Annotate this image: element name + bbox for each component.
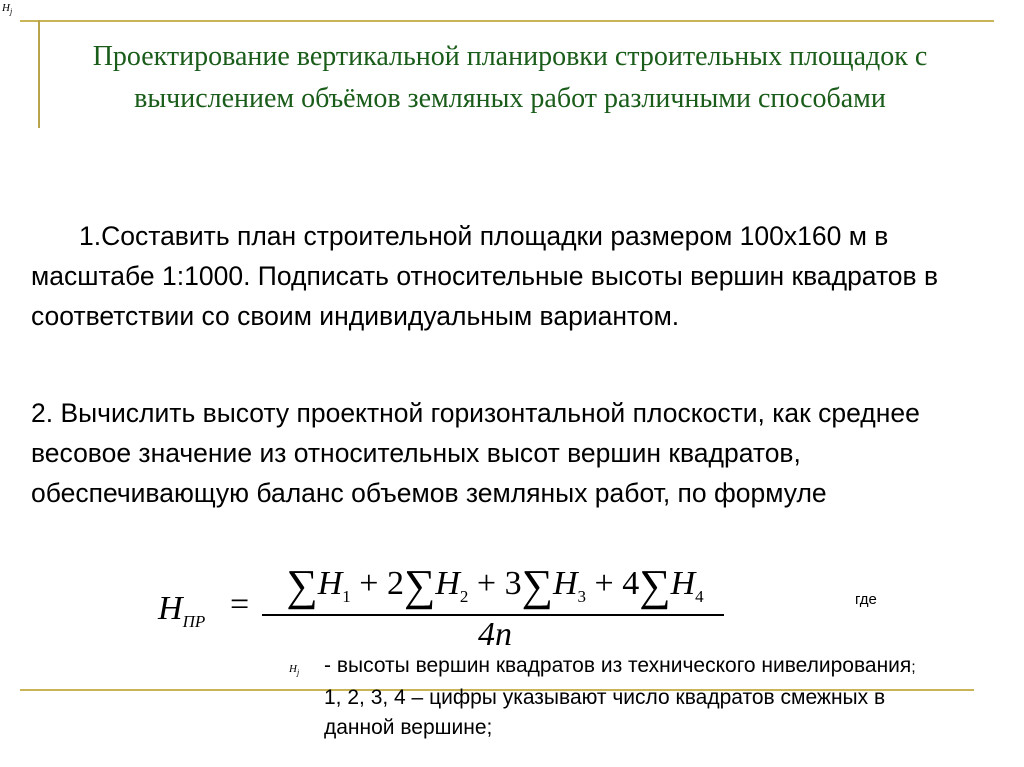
corner-hj-label: $H_j$ (2, 2, 13, 17)
formula-denominator: 4n (478, 616, 512, 653)
formula-lhs: $H_{ПР}$ (158, 590, 206, 631)
top-rule (20, 20, 994, 22)
slide-title: Проектирование вертикальной планировки строительных площадок с вычислением объёмов земляных работ различными способами (92, 41, 928, 114)
left-rule (38, 20, 40, 128)
definitions-text: - высоты вершин квадратов из технического нивелирования; 1, 2, 3, 4 – цифры указывают число квадратов смежных в данной вершине; (324, 654, 916, 739)
formula-equals: = (230, 586, 250, 623)
formula-numerator: $\sum H_1 + 2\sum H_2 + 3\sum H_3 + 4\sum H_4$ (286, 561, 704, 610)
formula (150, 560, 770, 660)
step-2-text: 2. Вычислить высоту проектной горизонтальной плоскости, как среднее весовое значение из относительных высот вершин квадратов, обеспечивающую баланс объемов земляных работ, по формуле (31, 398, 920, 508)
where-label: где (855, 591, 877, 608)
hj-symbol: $H_j$ (289, 663, 300, 678)
step-1-text: 1.Составить план строительной площадки размером 100х160 м в масштабе 1:1000. Подписать относительные высоты вершин квадратов в соответствии со своим индивидуальным вариантом. (31, 221, 939, 331)
